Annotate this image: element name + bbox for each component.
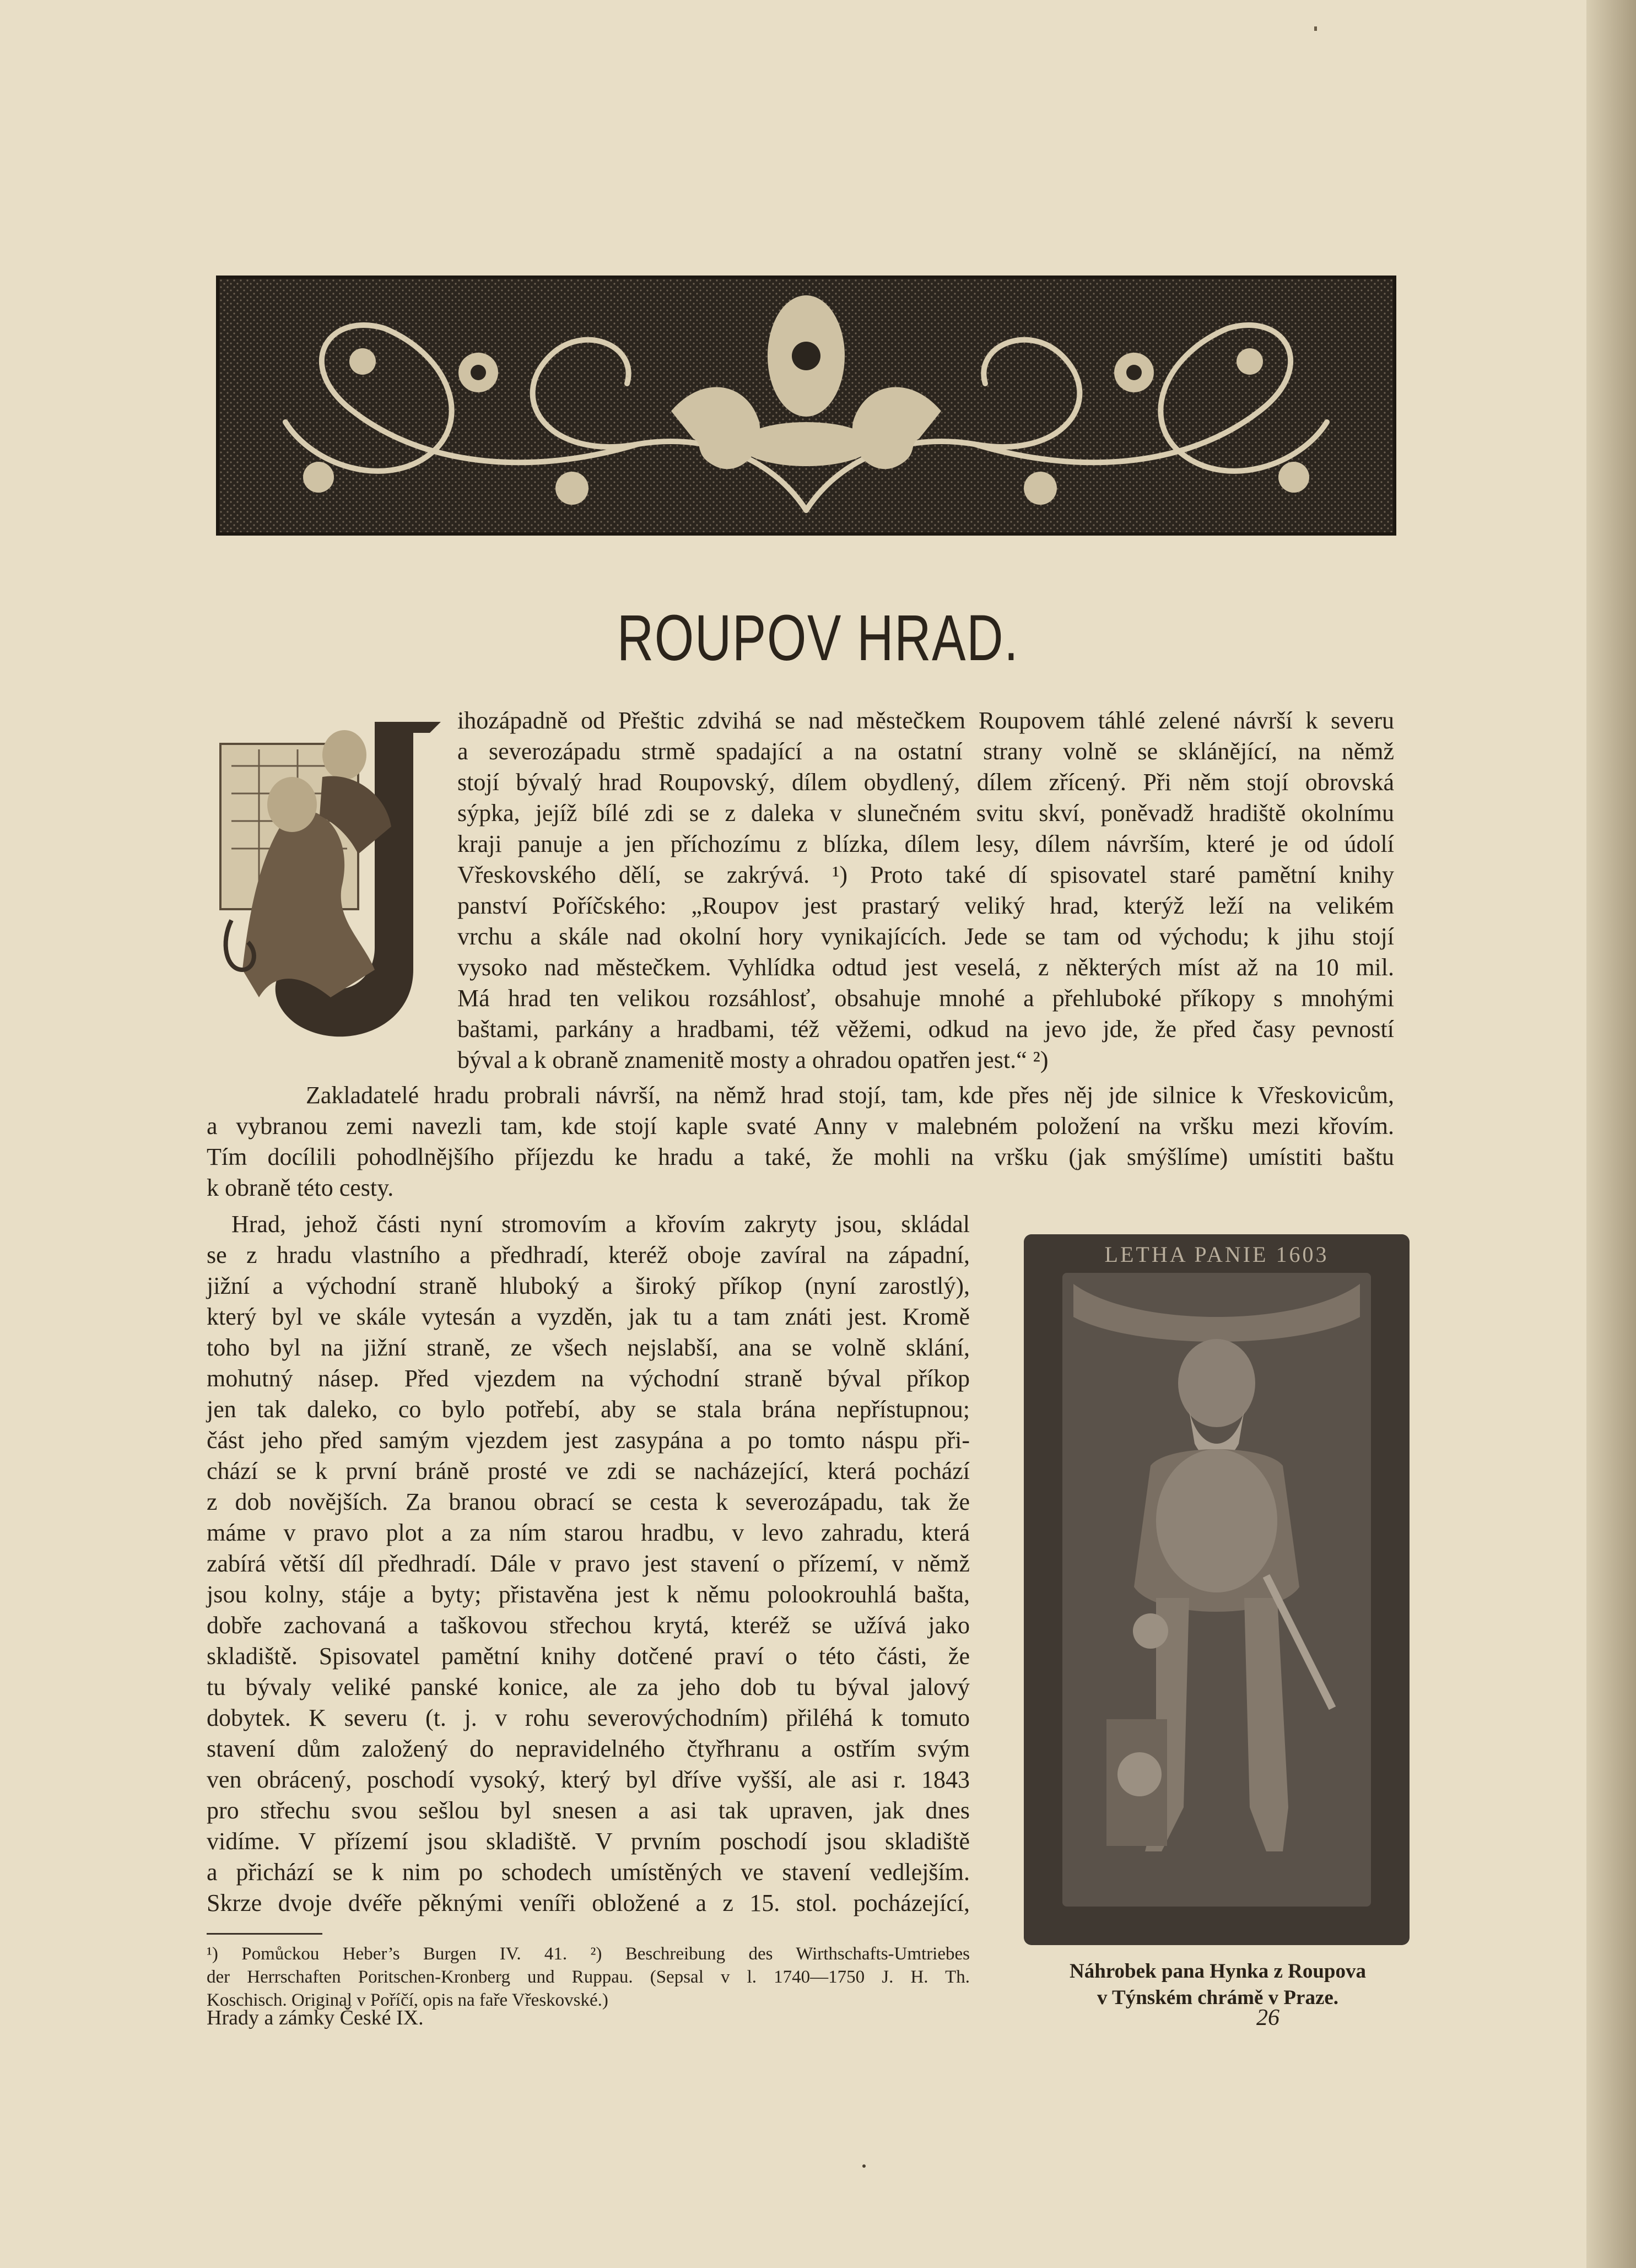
page-number: 26: [1256, 2005, 1279, 2031]
body-text-line: vysoko nad městečkem. Vyhlídka odtud jest veselá, z některých míst až na 10 mil.: [457, 954, 1394, 981]
body-text-line: k obraně této cesty.: [207, 1174, 394, 1201]
body-text-line: a přichází se k nim po schodech umístěných ve stavení vedlejším.: [207, 1859, 970, 1886]
body-text-line: skladiště. Spisovatel pamětní knihy dotčené praví o této části, že: [207, 1643, 970, 1670]
page-title: ROUPOV HRAD.: [617, 602, 1019, 674]
body-text-line: baštami, parkány a hradbami, též věžemi, odkud na jevo jde, že před časy pevností: [457, 1016, 1394, 1043]
body-text-line: jsou kolny, stáje a byty; přistavěna jest k němu polookrouhlá bašta,: [207, 1581, 970, 1608]
footnote-line: ¹) Pomůckou Heber’s Burgen IV. 41. ²) Beschreibung des Wirthschafts-Umtriebes: [207, 1944, 970, 1964]
body-text-line: a severozápadu strmě spadající a na ostatní strany volně se sklánějící, na němž: [457, 738, 1394, 765]
body-text-line: dobře zachovaná a taškovou střechou krytá, kteréž se užívá jako: [207, 1612, 970, 1639]
corner-mark: [1314, 26, 1317, 31]
body-text-line: stojí bývalý hrad Roupovský, dílem obydlený, dílem zřícený. Při něm stojí obrovská: [457, 769, 1394, 796]
body-text-line: a vybranou zemi navezli tam, kde stojí kaple svaté Anny v malebném položení na vršku mezi křovím.: [207, 1113, 1394, 1140]
body-text-line: Má hrad ten velikou rozsáhlosť, obsahuje mnohé a přehluboké příkopy s mnohými: [457, 985, 1394, 1012]
body-text-line: jen tak daleko, co bylo potřebí, aby se stala brána nepřístupnou;: [207, 1396, 970, 1423]
footnote-separator: [207, 1933, 322, 1935]
body-text-line: Skrze dvoje dvéře pěknými veníři obložené a z 15. stol. pocházející,: [207, 1889, 970, 1916]
body-text-line: vidíme. V přízemí jsou skladiště. V prvním poschodí jsou skladiště: [207, 1828, 970, 1855]
tombstone-relief-image: [1024, 1234, 1410, 1945]
ornamental-header-banner: [216, 276, 1396, 536]
figure-caption-line: v Týnském chrámě v Praze.: [1097, 1986, 1339, 2009]
body-text-line: ven obrácený, poschodí vysoký, který byl dříve vyšší, ale asi r. 1843: [207, 1766, 970, 1793]
body-text-line: Zakladatelé hradu probrali návrší, na němž hrad stojí, tam, kde přes něj jde silnice k Vřeskovicům,: [306, 1082, 1394, 1109]
body-text-line: který byl ve skále vytesán a vyzděn, jak tu a tam znáti jest. Kromě: [207, 1303, 970, 1330]
running-footer: Hrady a zámky České IX.: [207, 2006, 424, 2029]
body-text-line: jižní a východní straně hluboký a široký příkop (nyní zarostlý),: [207, 1272, 970, 1299]
footnote-line: Koschisch. Original v Poříčí, opis na faře Vřeskovské.): [207, 1990, 608, 2010]
body-text-line: toho byl na jižní straně, ze všech nejslabší, ana se volně sklání,: [207, 1334, 970, 1361]
body-text-line: sýpka, jejíž bílé zdi se z daleka v slunečném svitu skví, poněvadž hradiště okolnímu: [457, 800, 1394, 827]
body-text-line: vrchu a skále nad okolní hory vynikajících. Jede se tam od východu; k jihu stojí: [457, 923, 1394, 950]
body-text-line: chází se k první bráně prosté ve zdi se nacházející, která pochází: [207, 1457, 970, 1484]
footnote-line: der Herrschaften Poritschen-Kronberg und Ruppau. (Sepsal v l. 1740—1750 J. H. Th.: [207, 1967, 970, 1987]
body-text-line: tu bývaly veliké panské konice, ale za jeho dob tu býval jalový: [207, 1673, 970, 1700]
body-text-line: stavení dům založený do nepravidelného čtyřhranu a ostřím svým: [207, 1735, 970, 1762]
figure-caption-line: Náhrobek pana Hynka z Roupova: [1069, 1960, 1367, 1983]
decorated-initial-illustration: [209, 711, 463, 1063]
body-text-line: Vřeskovského dělí, se zakrývá. ¹) Proto také dí spisovatel staré pamětní knihy: [457, 861, 1394, 888]
relief-inscription-top: LETHA PANIE 1603: [1104, 1242, 1329, 1267]
body-text-line: kraji panuje a jen příchozímu z blízka, dílem lesy, dílem návrším, které je od údolí: [457, 830, 1394, 857]
body-text-line: z dob novějších. Za branou obrací se cesta k severozápadu, tak že: [207, 1488, 970, 1515]
body-text-line: pro střechu svou sešlou byl snesen a asi tak upraven, jak dnes: [207, 1797, 970, 1824]
body-text-line: se z hradu vlastního a předhradí, kteréž oboje zavíral na západní,: [207, 1241, 970, 1268]
body-text-line: zabírá větší díl předhradí. Dále v pravo jest stavení o přízemí, v němž: [207, 1550, 970, 1577]
body-text-line: Hrad, jehož části nyní stromovím a křovím zakryty jsou, skládal: [231, 1211, 970, 1238]
body-text-line: dobytek. K severu (t. j. v rohu severovýchodním) přiléhá k tomuto: [207, 1704, 970, 1731]
body-text-line: mohutný násep. Před vjezdem na východní straně býval příkop: [207, 1365, 970, 1392]
body-text-line: ihozápadně od Přeštic zdvihá se nad městečkem Roupovem táhlé zelené návrší k severu: [457, 707, 1394, 734]
page-gutter-shadow: [1586, 0, 1636, 2268]
body-text-line: část jeho před samým vjezdem jest zasypána a po tomto náspu při-: [207, 1427, 970, 1454]
body-text-line: Tím docílili pohodlnějšího příjezdu ke hradu a také, že mohli na vršku (jak smýšlíme) umístiti baštu: [207, 1143, 1394, 1170]
ink-dot: [862, 2164, 866, 2168]
body-text-line: máme v pravo plot a za ním starou hradbu, v levo zahradu, která: [207, 1519, 970, 1546]
body-text-line: býval a k obraně znamenitě mosty a ohradou opatřen jest.“ ²): [457, 1046, 1049, 1073]
body-text-line: panství Poříčského: „Roupov jest prastarý veliký hrad, kterýž leží na velikém: [457, 892, 1394, 919]
